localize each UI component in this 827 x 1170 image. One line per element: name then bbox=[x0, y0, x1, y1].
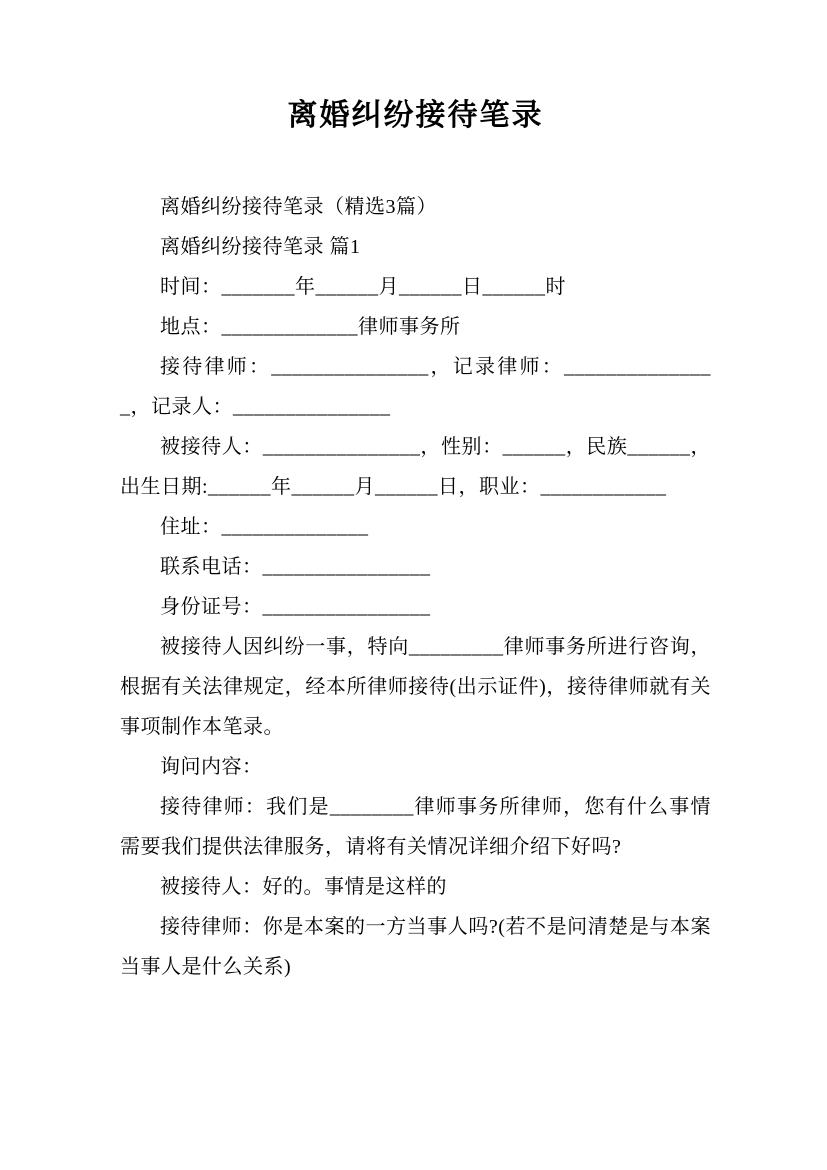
paragraph-consultation-intro: 被接待人因纠纷一事，特向_________律师事务所进行咨询，根据有关法律规定，经本所律师接待(出示证件)，接待律师就有关事项制作本笔录。 bbox=[120, 636, 711, 738]
document-body bbox=[120, 187, 711, 987]
paragraph-lawyers-blank: 接待律师：_______________，记录律师：_______________，记录人：_______________ bbox=[120, 356, 711, 418]
paragraph-interviewee-answer-1: 被接待人：好的。事情是这样的 bbox=[160, 876, 447, 898]
document-title: 离婚纠纷接待笔录 bbox=[287, 99, 544, 132]
paragraph-lawyer-question-1: 接待律师：我们是________律师事务所律师，您有什么事情需要我们提供法律服务，请将有关情况详细介绍下好吗? bbox=[120, 796, 711, 858]
paragraph-lawyer-question-2: 接待律师：你是本案的一方当事人吗?(若不是问清楚是与本案当事人是什么关系) bbox=[120, 916, 711, 978]
paragraph-interviewee-blank: 被接待人：_______________，性别：______，民族______，出生日期:______年______月______日，职业：____________ bbox=[120, 436, 711, 498]
paragraph-time-blank: 时间：_______年______月______日______时 bbox=[160, 276, 566, 298]
paragraph-inquiry-heading: 询问内容： bbox=[160, 756, 263, 778]
paragraph-address-blank: 住址：______________ bbox=[160, 516, 369, 538]
paragraph-subtitle: 离婚纠纷接待笔录（精选3篇） bbox=[160, 196, 437, 218]
paragraph-id-number-blank: 身份证号：________________ bbox=[160, 596, 431, 618]
paragraph-location-blank: 地点：_____________律师事务所 bbox=[160, 316, 461, 338]
paragraph-section-heading: 离婚纠纷接待笔录 篇1 bbox=[160, 236, 361, 258]
paragraph-phone-blank: 联系电话：________________ bbox=[160, 556, 431, 578]
